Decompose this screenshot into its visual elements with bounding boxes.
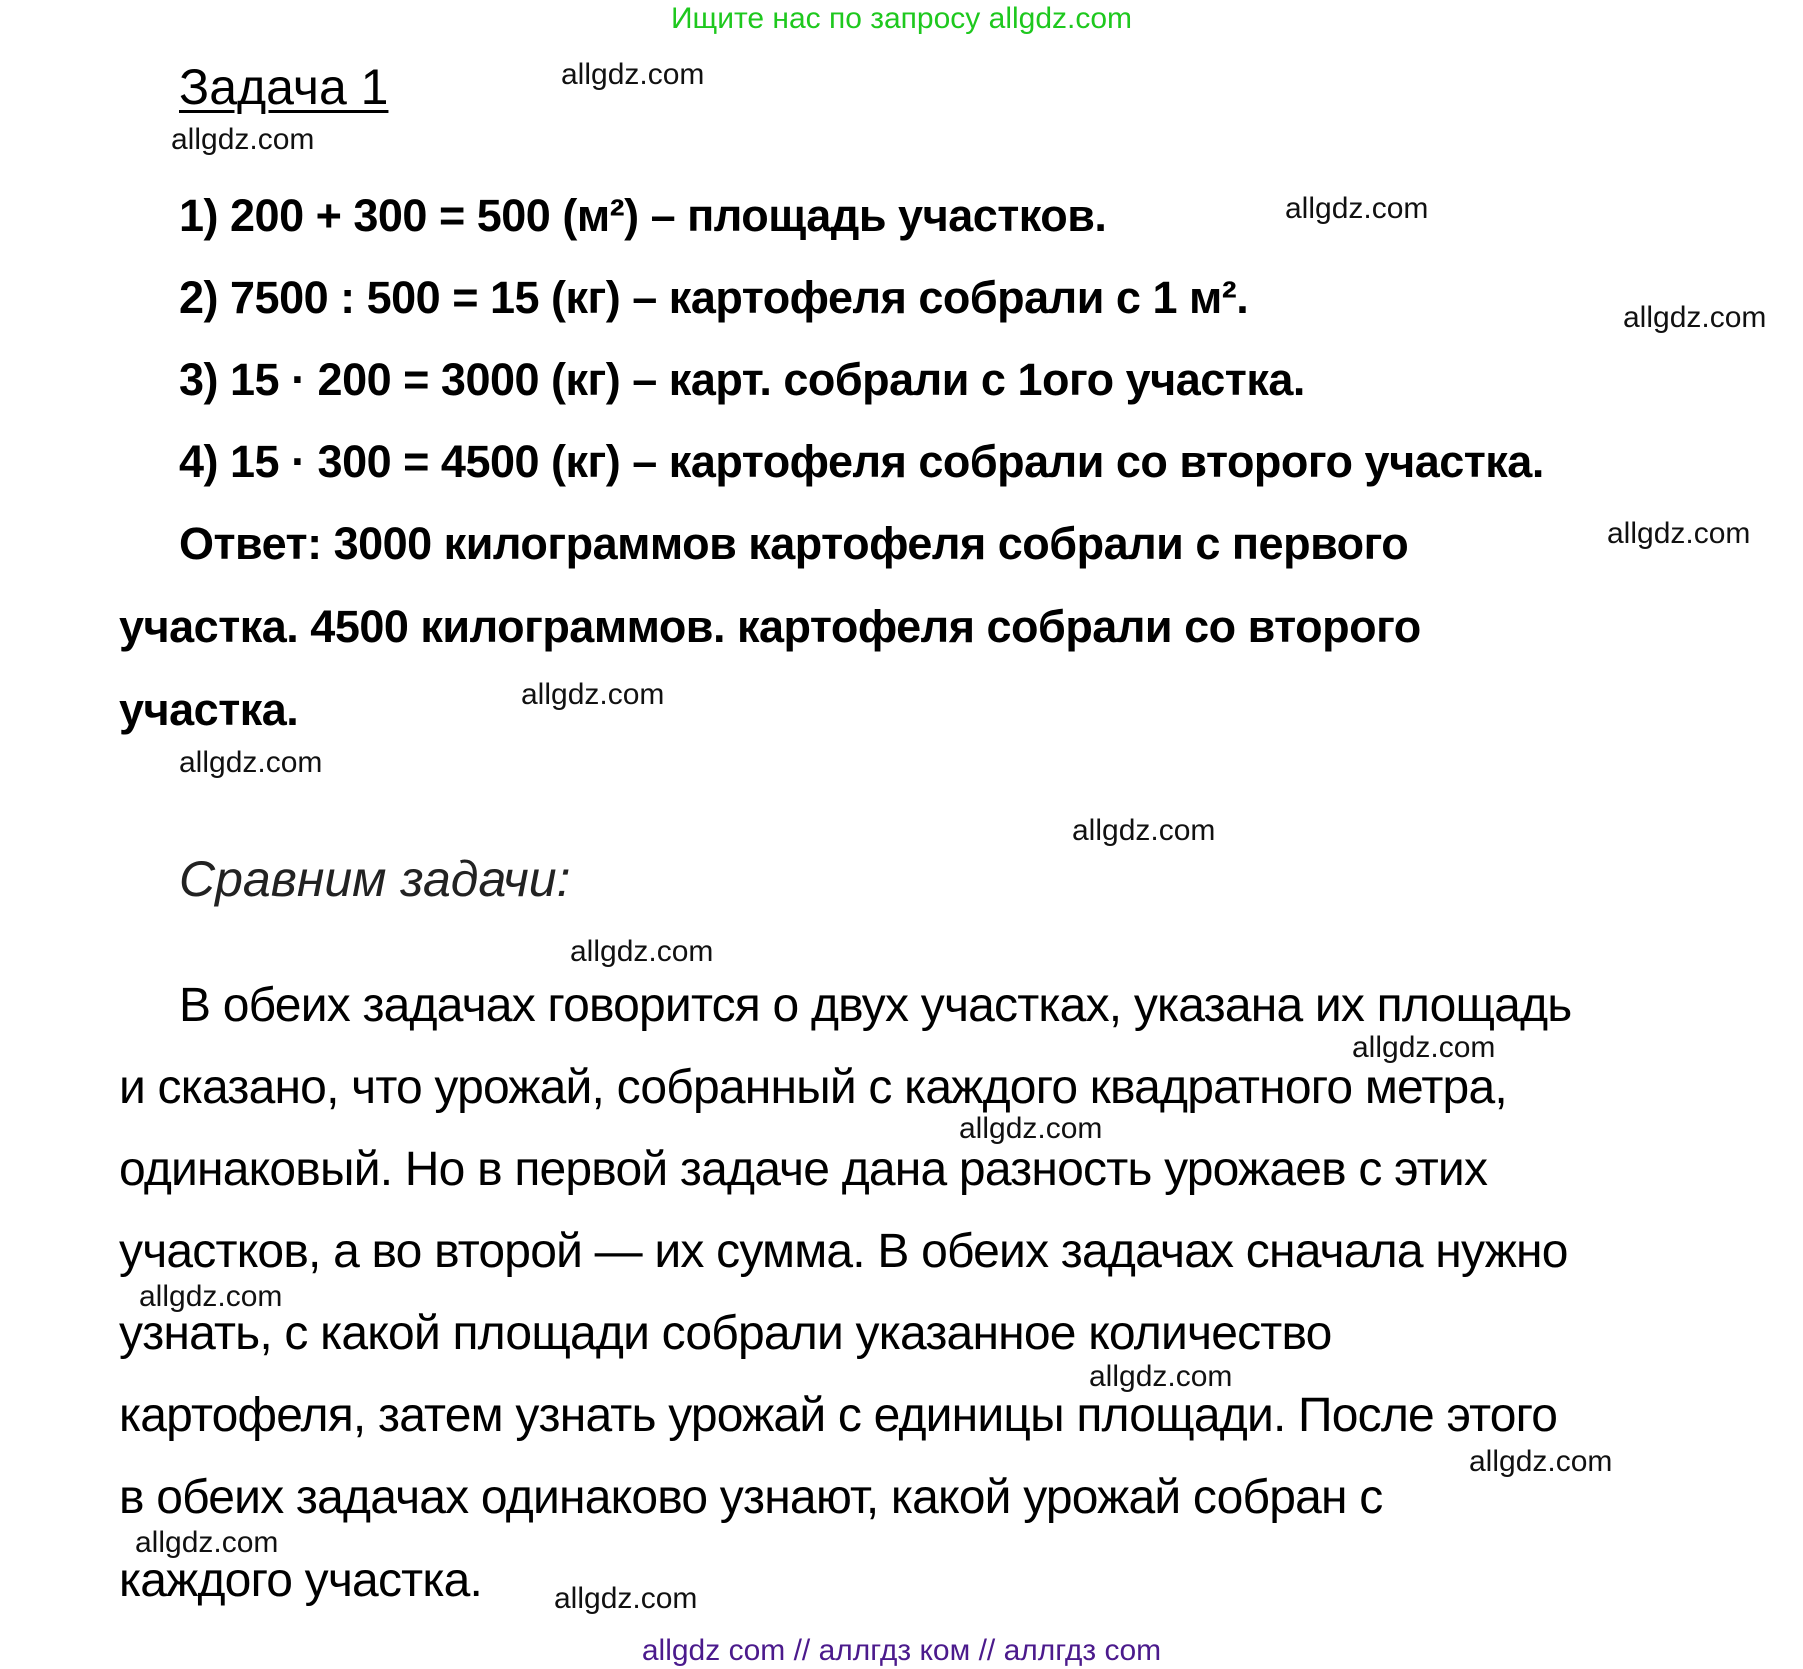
search-hint-link[interactable]: Ищите нас по запросу allgdz.com: [670, 2, 1133, 35]
watermark: allgdz.com: [171, 123, 315, 156]
watermark: allgdz.com: [1623, 301, 1767, 334]
watermark: allgdz.com: [139, 1280, 283, 1313]
comparison-line-7: в обеих задачах одинаково узнают, какой урожай собран с: [119, 1471, 1383, 1524]
comparison-line-6: картофеля, затем узнать урожай с единицы площади. После этого: [119, 1389, 1558, 1442]
watermark: allgdz.com: [1072, 814, 1216, 847]
answer-line-2: участка. 4500 килограммов. картофеля собрали со второго: [119, 601, 1421, 652]
watermark: allgdz.com: [521, 678, 665, 711]
answer-line-1: Ответ: 3000 килограммов картофеля собрали с первого: [179, 518, 1409, 569]
watermark: allgdz.com: [1607, 517, 1751, 550]
watermark: allgdz.com: [1089, 1360, 1233, 1393]
watermark: allgdz.com: [179, 746, 323, 779]
comparison-line-5: узнать, с какой площади собрали указанное количество: [119, 1307, 1332, 1360]
solution-step-3: 3) 15 · 200 = 3000 (кг) – карт. собрали с 1ого участка.: [179, 354, 1305, 405]
watermark: allgdz.com: [554, 1582, 698, 1615]
task-title: Задача 1: [179, 59, 389, 115]
watermark: allgdz.com: [959, 1112, 1103, 1145]
watermark: allgdz.com: [1469, 1445, 1613, 1478]
watermark: allgdz.com: [570, 935, 714, 968]
watermark: allgdz.com: [1352, 1031, 1496, 1064]
answer-line-3: участка.: [119, 684, 299, 735]
solution-step-4: 4) 15 · 300 = 4500 (кг) – картофеля собрали со второго участка.: [179, 436, 1544, 487]
watermark: allgdz.com: [1285, 192, 1429, 225]
watermark: allgdz.com: [135, 1526, 279, 1559]
comparison-heading: Сравним задачи:: [179, 851, 571, 907]
footer-links[interactable]: allgdz com // аллгдз ком // аллгдз com: [641, 1634, 1162, 1667]
comparison-line-2: и сказано, что урожай, собранный с каждого квадратного метра,: [119, 1061, 1507, 1114]
watermark: allgdz.com: [561, 58, 705, 91]
comparison-line-3: одинаковый. Но в первой задаче дана разность урожаев с этих: [119, 1143, 1488, 1196]
solution-step-1: 1) 200 + 300 = 500 (м²) – площадь участков.: [179, 190, 1107, 241]
comparison-line-1: В обеих задачах говорится о двух участках, указана их площадь: [179, 979, 1572, 1032]
solution-step-2: 2) 7500 : 500 = 15 (кг) – картофеля собрали с 1 м².: [179, 272, 1249, 323]
comparison-line-8: каждого участка.: [119, 1554, 483, 1607]
comparison-line-4: участков, а во второй — их сумма. В обеих задачах сначала нужно: [119, 1225, 1568, 1278]
